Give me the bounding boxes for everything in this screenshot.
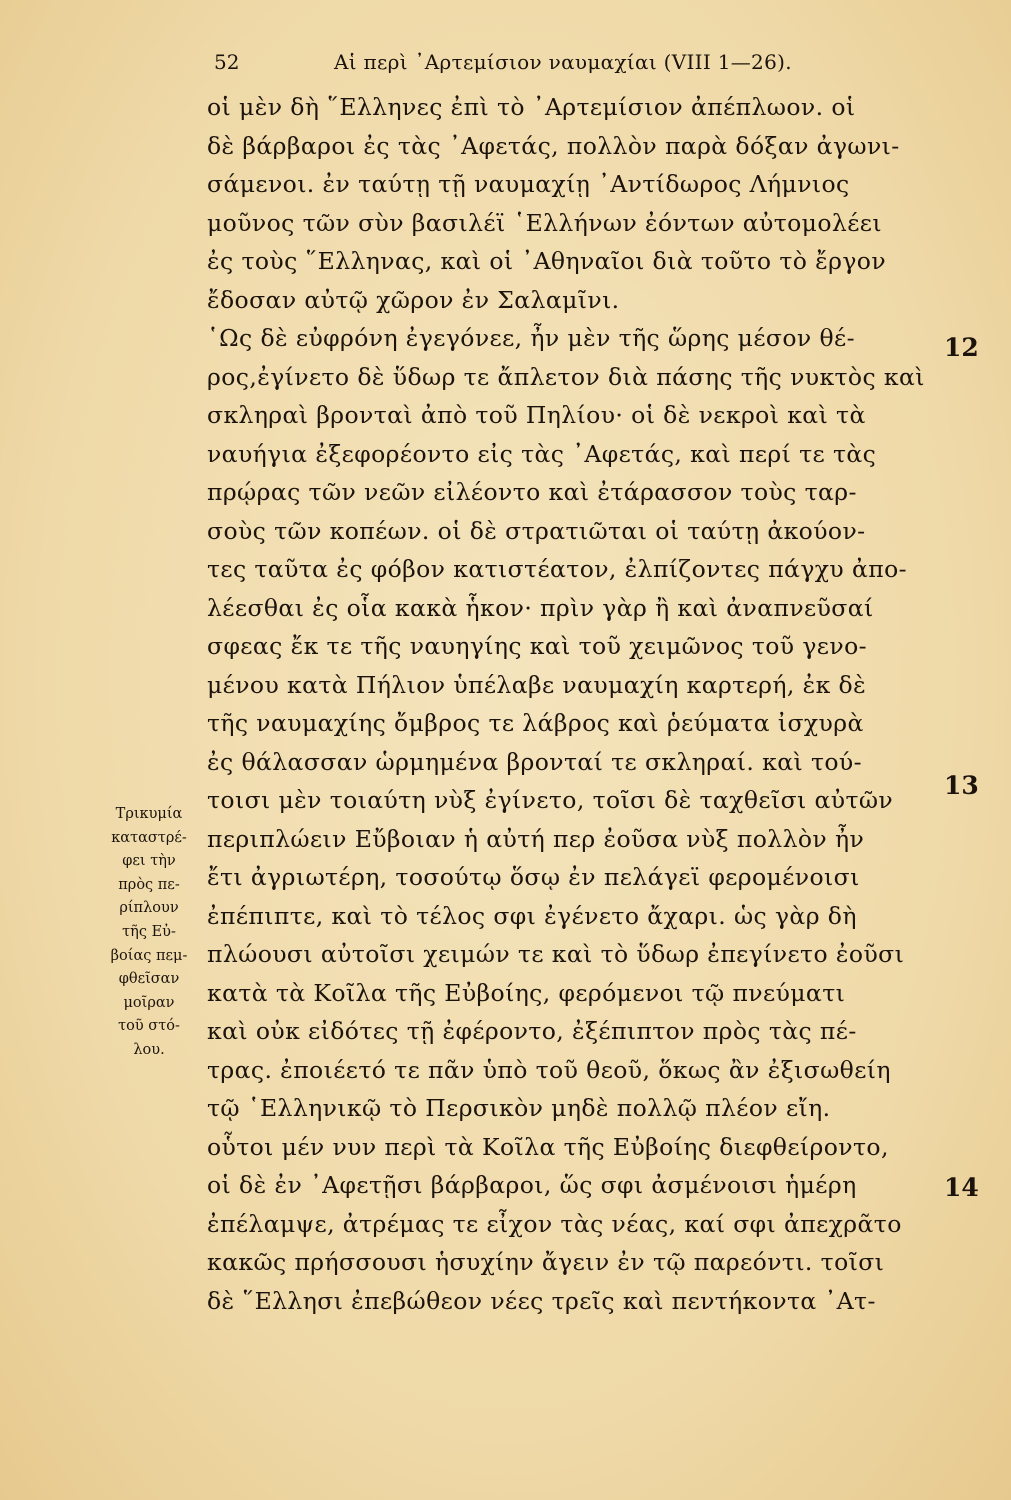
text-line: λέεσθαι ἐς οἷα κακὰ ἧκον· πρὶν γὰρ ἢ καὶ ἀναπνεῦσαί	[207, 593, 874, 622]
text-line: σάμενοι. ἐν ταύτῃ τῇ ναυμαχίῃ ᾿Αντίδωρος Λήμνιος	[207, 170, 850, 198]
section-number-13: 13	[944, 771, 979, 800]
section-number-14: 14	[944, 1173, 979, 1202]
margin-note-line: ρίπλουν	[119, 900, 179, 917]
text-line: τῷ ῾Ελληνικῷ τὸ Περσικὸν μηδὲ πολλῷ πλέον εἴη.	[207, 1094, 831, 1122]
margin-note-line: καταστρέ-	[111, 829, 187, 846]
text-line: δὲ βάρβαροι ἐς τὰς ᾿Αφετάς, πολλὸν παρὰ δόξαν ἀγωνι-	[207, 131, 900, 160]
text-line: οἱ δὲ ἐν ᾿Αφετῇσι βάρβαροι, ὥς σφι ἀσμένοισι ἡμέρη	[207, 1171, 857, 1199]
text-line: ρος,ἐγίνετο δὲ ὕδωρ τε ἄπλετον διὰ πάσης τῆς νυκτὸς καὶ	[207, 362, 925, 391]
text-line: ναυήγια ἐξεφορέοντο εἰς τὰς ᾿Αφετάς, καὶ περί τε τὰς	[207, 439, 877, 468]
text-line: οὗτοι μέν νυν περὶ τὰ Κοῖλα τῆς Εὐβοίης διεφθείροντο,	[207, 1132, 889, 1161]
text-line: τες ταῦτα ἐς φόβον κατιστέατον, ἐλπίζοντες πάγχυ ἀπο-	[207, 555, 907, 583]
text-line: ἔδοσαν αὐτῷ χῶρον ἐν Σαλαμῖνι.	[207, 285, 620, 314]
margin-note-line: πρὸς πε-	[118, 876, 180, 893]
page-number: 52	[214, 50, 240, 74]
main-text-block	[207, 88, 947, 1320]
running-header	[214, 42, 814, 82]
text-line: τοισι μὲν τοιαύτη νὺξ ἐγίνετο, τοῖσι δὲ ταχθεῖσι αὐτῶν	[207, 786, 894, 814]
margin-note-line: φει τὴν	[122, 853, 176, 870]
margin-note-line: τῆς Εὐ-	[122, 923, 176, 940]
text-line: κατὰ τὰ Κοῖλα τῆς Εὐβοίης, φερόμενοι τῷ πνεύματι	[207, 978, 846, 1007]
text-line: οἱ μὲν δὴ ῞Ελληνες ἐπὶ τὸ ᾿Αρτεμίσιον ἀπέπλωον. οἱ	[207, 93, 856, 121]
text-line: πλώουσι αὐτοῖσι χειμών τε καὶ τὸ ὕδωρ ἐπεγίνετο ἐοῦσι	[207, 940, 905, 968]
text-line: ἔτι ἀγριωτέρη, τοσούτῳ ὅσῳ ἐν πελάγεϊ φερομένοισι	[207, 863, 860, 891]
text-line: περιπλώειν Εὔβοιαν ἡ αὐτή περ ἐοῦσα νὺξ πολλὸν ἦν	[207, 824, 865, 853]
text-line: σκληραὶ βρονταὶ ἀπὸ τοῦ Πηλίου· οἱ δὲ νεκροὶ καὶ τὰ	[207, 401, 866, 429]
text-line: μένου κατὰ Πήλιον ὑπέλαβε ναυμαχίη καρτερή, ἐκ δὲ	[207, 670, 867, 699]
text-line: μοῦνος τῶν σὺν βασιλέϊ ῾Ελλήνων ἐόντων αὐτομολέει	[207, 208, 882, 237]
text-line: τρας. ἐποιέετό τε πᾶν ὑπὸ τοῦ θεοῦ, ὅκως ἂν ἐξισωθείη	[207, 1055, 891, 1084]
text-line: κακῶς πρήσσουσι ἡσυχίην ἄγειν ἐν τῷ παρεόντι. τοῖσι	[207, 1248, 885, 1276]
running-title: Αἱ περὶ ᾿Αρτεμίσιον ναυμαχίαι (VIII 1—26).	[334, 50, 792, 74]
text-line: καὶ οὐκ εἰδότες τῇ ἐφέροντο, ἐξέπιπτον πρὸς τὰς πέ-	[207, 1017, 857, 1045]
margin-note-line: βοίας πεμ-	[110, 947, 188, 964]
margin-note-line: φθεῖσαν	[118, 971, 180, 988]
section-number-12: 12	[944, 333, 979, 362]
margin-note-line: λου.	[133, 1041, 165, 1058]
text-line: ῾Ως δὲ εὐφρόνη ἐγεγόνεε, ἦν μὲν τῆς ὥρης μέσον θέ-	[207, 324, 855, 352]
text-line: ἐπέλαμψε, ἀτρέμας τε εἶχον τὰς νέας, καί σφι ἀπεχρᾶτο	[207, 1209, 902, 1238]
text-line: πρῴρας τῶν νεῶν εἰλέοντο καὶ ἐτάρασσον τοὺς ταρ-	[207, 478, 857, 506]
text-line: ἐς θάλασσαν ὡρμημένα βρονταί τε σκληραί. καὶ τού-	[207, 747, 862, 776]
text-line: τῆς ναυμαχίης ὄμβρος τε λάβρος καὶ ῥεύματα ἰσχυρὰ	[207, 709, 864, 737]
margin-note-line: τοῦ στό-	[118, 1018, 180, 1035]
margin-note	[90, 803, 208, 1063]
margin-note-line: Τρικυμία	[115, 806, 183, 822]
text-line: ἐς τοὺς ῞Ελληνας, καὶ οἱ ᾿Αθηναῖοι διὰ τοῦτο τὸ ἔργον	[207, 247, 887, 275]
margin-note-line: μοῖραν	[123, 994, 175, 1011]
text-line: σφεας ἔκ τε τῆς ναυηγίης καὶ τοῦ χειμῶνος τοῦ γενο-	[207, 632, 867, 660]
text-line: σοὺς τῶν κοπέων. οἱ δὲ στρατιῶται οἱ ταύτῃ ἀκούον-	[207, 516, 866, 545]
text-line: δὲ ῞Ελλησι ἐπεβώθεον νέες τρεῖς καὶ πεντήκοντα ᾿Ατ-	[207, 1286, 876, 1315]
text-line: ἐπέπιπτε, καὶ τὸ τέλος σφι ἐγένετο ἄχαρι. ὡς γὰρ δὴ	[207, 901, 857, 930]
